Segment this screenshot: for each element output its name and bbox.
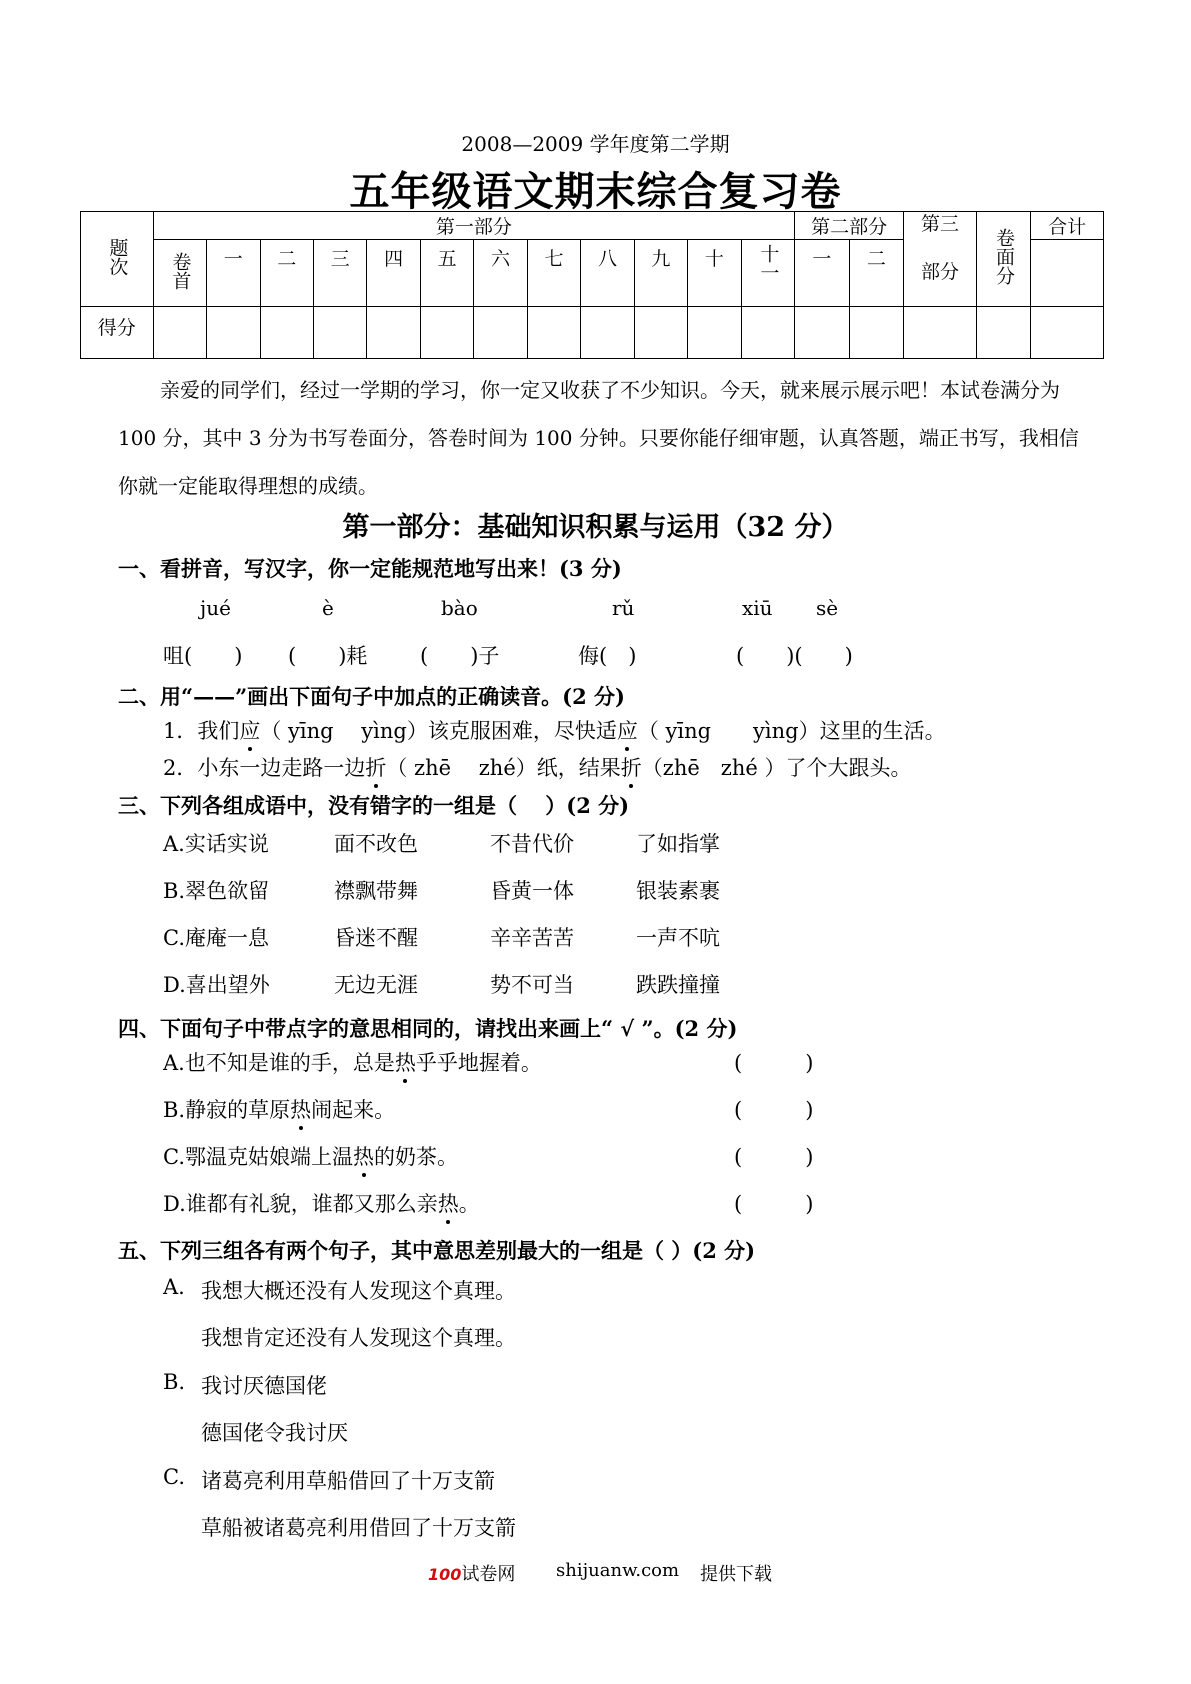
part1-col: 六 bbox=[474, 240, 527, 307]
part1-col: 一 bbox=[207, 240, 260, 307]
row-header-label: 题次 bbox=[106, 237, 129, 276]
score-cell[interactable] bbox=[420, 307, 473, 359]
site-logo: 100 bbox=[428, 1565, 462, 1584]
part2-col: 一 bbox=[795, 240, 849, 307]
part1-col: 五 bbox=[420, 240, 473, 307]
part1-col: 四 bbox=[367, 240, 420, 307]
score-cell[interactable] bbox=[1031, 307, 1104, 359]
row-header-cell bbox=[81, 212, 154, 307]
score-cell[interactable] bbox=[527, 307, 580, 359]
q1-blank[interactable]: 咀( ) bbox=[163, 644, 243, 668]
q3-option-a-2: 面不改色 bbox=[334, 832, 418, 856]
q4-item-b bbox=[163, 1094, 395, 1124]
score-cell[interactable] bbox=[313, 307, 366, 359]
juanmian-label: 卷面分 bbox=[993, 228, 1016, 285]
part1-col: 七 bbox=[527, 240, 580, 307]
score-cell[interactable] bbox=[976, 307, 1030, 359]
q4-item-d bbox=[163, 1188, 480, 1218]
q3-option-d-2: 无边无涯 bbox=[334, 973, 418, 997]
q3-option-c-3: 辛辛苦苦 bbox=[490, 926, 574, 950]
q1-pinyin: rǔ bbox=[612, 596, 635, 620]
score-cell[interactable] bbox=[795, 307, 849, 359]
q4-dotted-char: 热 bbox=[290, 1094, 311, 1124]
q5-sentence: 我想大概还没有人发现这个真理。 bbox=[201, 1279, 516, 1303]
part2-col: 二 bbox=[849, 240, 903, 307]
q3-option-b-4: 银装素裹 bbox=[636, 879, 720, 903]
part1-col: 三 bbox=[313, 240, 366, 307]
q1-pinyin: sè bbox=[816, 596, 839, 620]
q5-sentence: 德国佬令我讨厌 bbox=[201, 1421, 348, 1445]
q5-group-label[interactable]: B. bbox=[163, 1370, 186, 1394]
score-cell[interactable] bbox=[581, 307, 634, 359]
score-cell[interactable] bbox=[474, 307, 527, 359]
q5-group-label[interactable]: C. bbox=[163, 1465, 185, 1489]
part1-col: 九 bbox=[634, 240, 687, 307]
q1-blank[interactable]: ( )( ) bbox=[736, 644, 853, 668]
q2-s2-part-c[interactable]: （zhē zhé ）了个大跟头。 bbox=[641, 756, 912, 780]
q3-option-c-4: 一声不吭 bbox=[636, 926, 720, 950]
q1-pinyin: xiū bbox=[742, 596, 773, 620]
q3-option-c-1[interactable]: C.庵庵一息 bbox=[163, 926, 269, 950]
juanshou-header bbox=[153, 240, 206, 307]
part1-heading: 第一部分：基础知识积累与运用（32 分） bbox=[342, 512, 849, 543]
site-name: 试卷网 bbox=[461, 1564, 516, 1585]
q5-sentence: 我想肯定还没有人发现这个真理。 bbox=[201, 1326, 516, 1350]
q4-answer-paren[interactable]: ( ) bbox=[734, 1098, 814, 1122]
q4-dotted-char: 热 bbox=[395, 1047, 416, 1077]
q3-option-c-2: 昏迷不醒 bbox=[334, 926, 418, 950]
part1-col: 八 bbox=[581, 240, 634, 307]
q2-s2-dotted-char: 折 bbox=[365, 752, 386, 782]
q1-pinyin: è bbox=[322, 596, 334, 620]
q4-item-c bbox=[163, 1141, 458, 1171]
q4-item-text: 闹起来。 bbox=[311, 1098, 396, 1122]
q2-title: 二、用“——”画出下面句子中加点的正确读音。(2 分) bbox=[118, 684, 625, 709]
juanshou-label: 卷首 bbox=[169, 251, 192, 290]
exam-title: 五年级语文期末综合复习卷 bbox=[349, 168, 842, 215]
q2-s1-dotted-char: 应 bbox=[239, 715, 260, 745]
q4-item-text: 的奶茶。 bbox=[374, 1145, 458, 1169]
q2-sentence-1 bbox=[163, 715, 946, 745]
part1-col: 二 bbox=[260, 240, 313, 307]
q3-option-b-1[interactable]: B.翠色欲留 bbox=[163, 879, 270, 903]
exam-term: 2008—2009 学年度第二学期 bbox=[461, 132, 730, 156]
q3-option-d-1[interactable]: D.喜出望外 bbox=[163, 973, 270, 997]
q1-pinyin: jué bbox=[200, 596, 231, 620]
footer-note: 提供下载 bbox=[700, 1564, 772, 1585]
score-table bbox=[80, 211, 1104, 359]
q4-item-text: D.谁都有礼貌，谁都又那么亲 bbox=[163, 1192, 438, 1216]
q4-item-text: C.鄂温克姑娘端上温 bbox=[163, 1145, 353, 1169]
footer-url[interactable]: shijuanw.com bbox=[556, 1560, 680, 1581]
q1-pinyin: bào bbox=[441, 596, 478, 620]
score-cell[interactable] bbox=[260, 307, 313, 359]
score-cell[interactable] bbox=[367, 307, 420, 359]
part3-line1: 第三 bbox=[920, 213, 959, 235]
q4-item-text: A.也不知是谁的手，总是 bbox=[163, 1051, 395, 1075]
q3-option-d-4: 跌跌撞撞 bbox=[636, 973, 720, 997]
q2-sentence-2 bbox=[163, 752, 911, 782]
score-cell[interactable] bbox=[153, 307, 206, 359]
q1-blank[interactable]: ( )子 bbox=[420, 644, 500, 668]
intro-paragraph: 亲爱的同学们，经过一学期的学习，你一定又收获了不少知识。今天，就来展示展示吧！本试卷满分为 100 分，其中 3 分为书写卷面分，答卷时间为 100 分钟。只要你能仔细审题，认真答题，端正书写，我相信你就一定能取得理想的成绩。 bbox=[118, 378, 1079, 498]
score-cell[interactable] bbox=[849, 307, 903, 359]
part3-header bbox=[904, 212, 977, 307]
juanmian-header bbox=[976, 212, 1030, 307]
q2-s1-dotted-char: 应 bbox=[617, 715, 638, 745]
q4-answer-paren[interactable]: ( ) bbox=[734, 1051, 814, 1075]
q3-option-b-2: 襟飘带舞 bbox=[334, 879, 418, 903]
score-cell[interactable] bbox=[904, 307, 977, 359]
part1-col: 十 bbox=[688, 240, 741, 307]
part1-header: 第一部分 bbox=[153, 212, 795, 240]
q2-s2-part-b[interactable]: （ zhē zhé）纸，结果 bbox=[386, 756, 621, 780]
q4-answer-paren[interactable]: ( ) bbox=[734, 1192, 814, 1216]
q2-s1-part-a: 1．我们 bbox=[163, 719, 240, 743]
q4-item-text: B.静寂的草原 bbox=[163, 1098, 291, 1122]
score-cell[interactable] bbox=[207, 307, 260, 359]
q1-blank[interactable]: 侮( ) bbox=[578, 644, 637, 668]
q3-option-a-1[interactable]: A.实话实说 bbox=[163, 832, 269, 856]
q3-option-d-3: 势不可当 bbox=[490, 973, 574, 997]
q4-item-text: 乎乎地握着。 bbox=[415, 1051, 542, 1075]
score-cell[interactable] bbox=[634, 307, 687, 359]
q2-s2-dotted-char: 折 bbox=[621, 752, 642, 782]
total-header: 合计 bbox=[1031, 212, 1104, 240]
q4-dotted-char: 热 bbox=[438, 1188, 459, 1218]
q3-option-b-3: 昏黄一体 bbox=[490, 879, 574, 903]
q1-blank[interactable]: ( )耗 bbox=[288, 644, 368, 668]
q2-s1-part-b[interactable]: （ yīng yìng）该克服困难，尽快适 bbox=[260, 719, 617, 743]
footer-site bbox=[428, 1560, 515, 1586]
part1-col-11-label: 十一 bbox=[757, 244, 780, 282]
part1-col-11 bbox=[741, 240, 795, 307]
total-blank bbox=[1031, 240, 1104, 307]
q5-sentence: 我讨厌德国佬 bbox=[201, 1374, 327, 1398]
q4-item-a bbox=[163, 1047, 542, 1077]
q5-title: 五、下列三组各有两个句子，其中意思差别最大的一组是（ ）(2 分) bbox=[118, 1238, 756, 1263]
q3-option-a-4: 了如指掌 bbox=[636, 832, 720, 856]
q4-item-text: 。 bbox=[458, 1192, 480, 1216]
score-cell[interactable] bbox=[688, 307, 741, 359]
q2-s1-part-c[interactable]: （ yīng yìng）这里的生活。 bbox=[637, 719, 946, 743]
q5-group-label[interactable]: A. bbox=[163, 1275, 185, 1299]
q1-title: 一、看拼音，写汉字，你一定能规范地写出来！(3 分) bbox=[118, 556, 622, 581]
q5-sentence: 草船被诸葛亮利用借回了十万支箭 bbox=[201, 1516, 516, 1540]
q2-s2-part-a: 2．小东一边走路一边 bbox=[163, 756, 366, 780]
q3-title: 三、下列各组成语中，没有错字的一组是（ ）(2 分) bbox=[118, 793, 630, 818]
part2-header: 第二部分 bbox=[795, 212, 904, 240]
score-cell[interactable] bbox=[741, 307, 795, 359]
score-row-label: 得分 bbox=[81, 307, 154, 359]
part3-line2: 部分 bbox=[920, 261, 959, 283]
q4-title: 四、下面句子中带点字的意思相同的，请找出来画上“ √ ”。(2 分) bbox=[118, 1016, 738, 1041]
q4-answer-paren[interactable]: ( ) bbox=[734, 1145, 814, 1169]
q5-sentence: 诸葛亮利用草船借回了十万支箭 bbox=[201, 1469, 495, 1493]
q4-dotted-char: 热 bbox=[353, 1141, 374, 1171]
q3-option-a-3: 不昔代价 bbox=[490, 832, 574, 856]
